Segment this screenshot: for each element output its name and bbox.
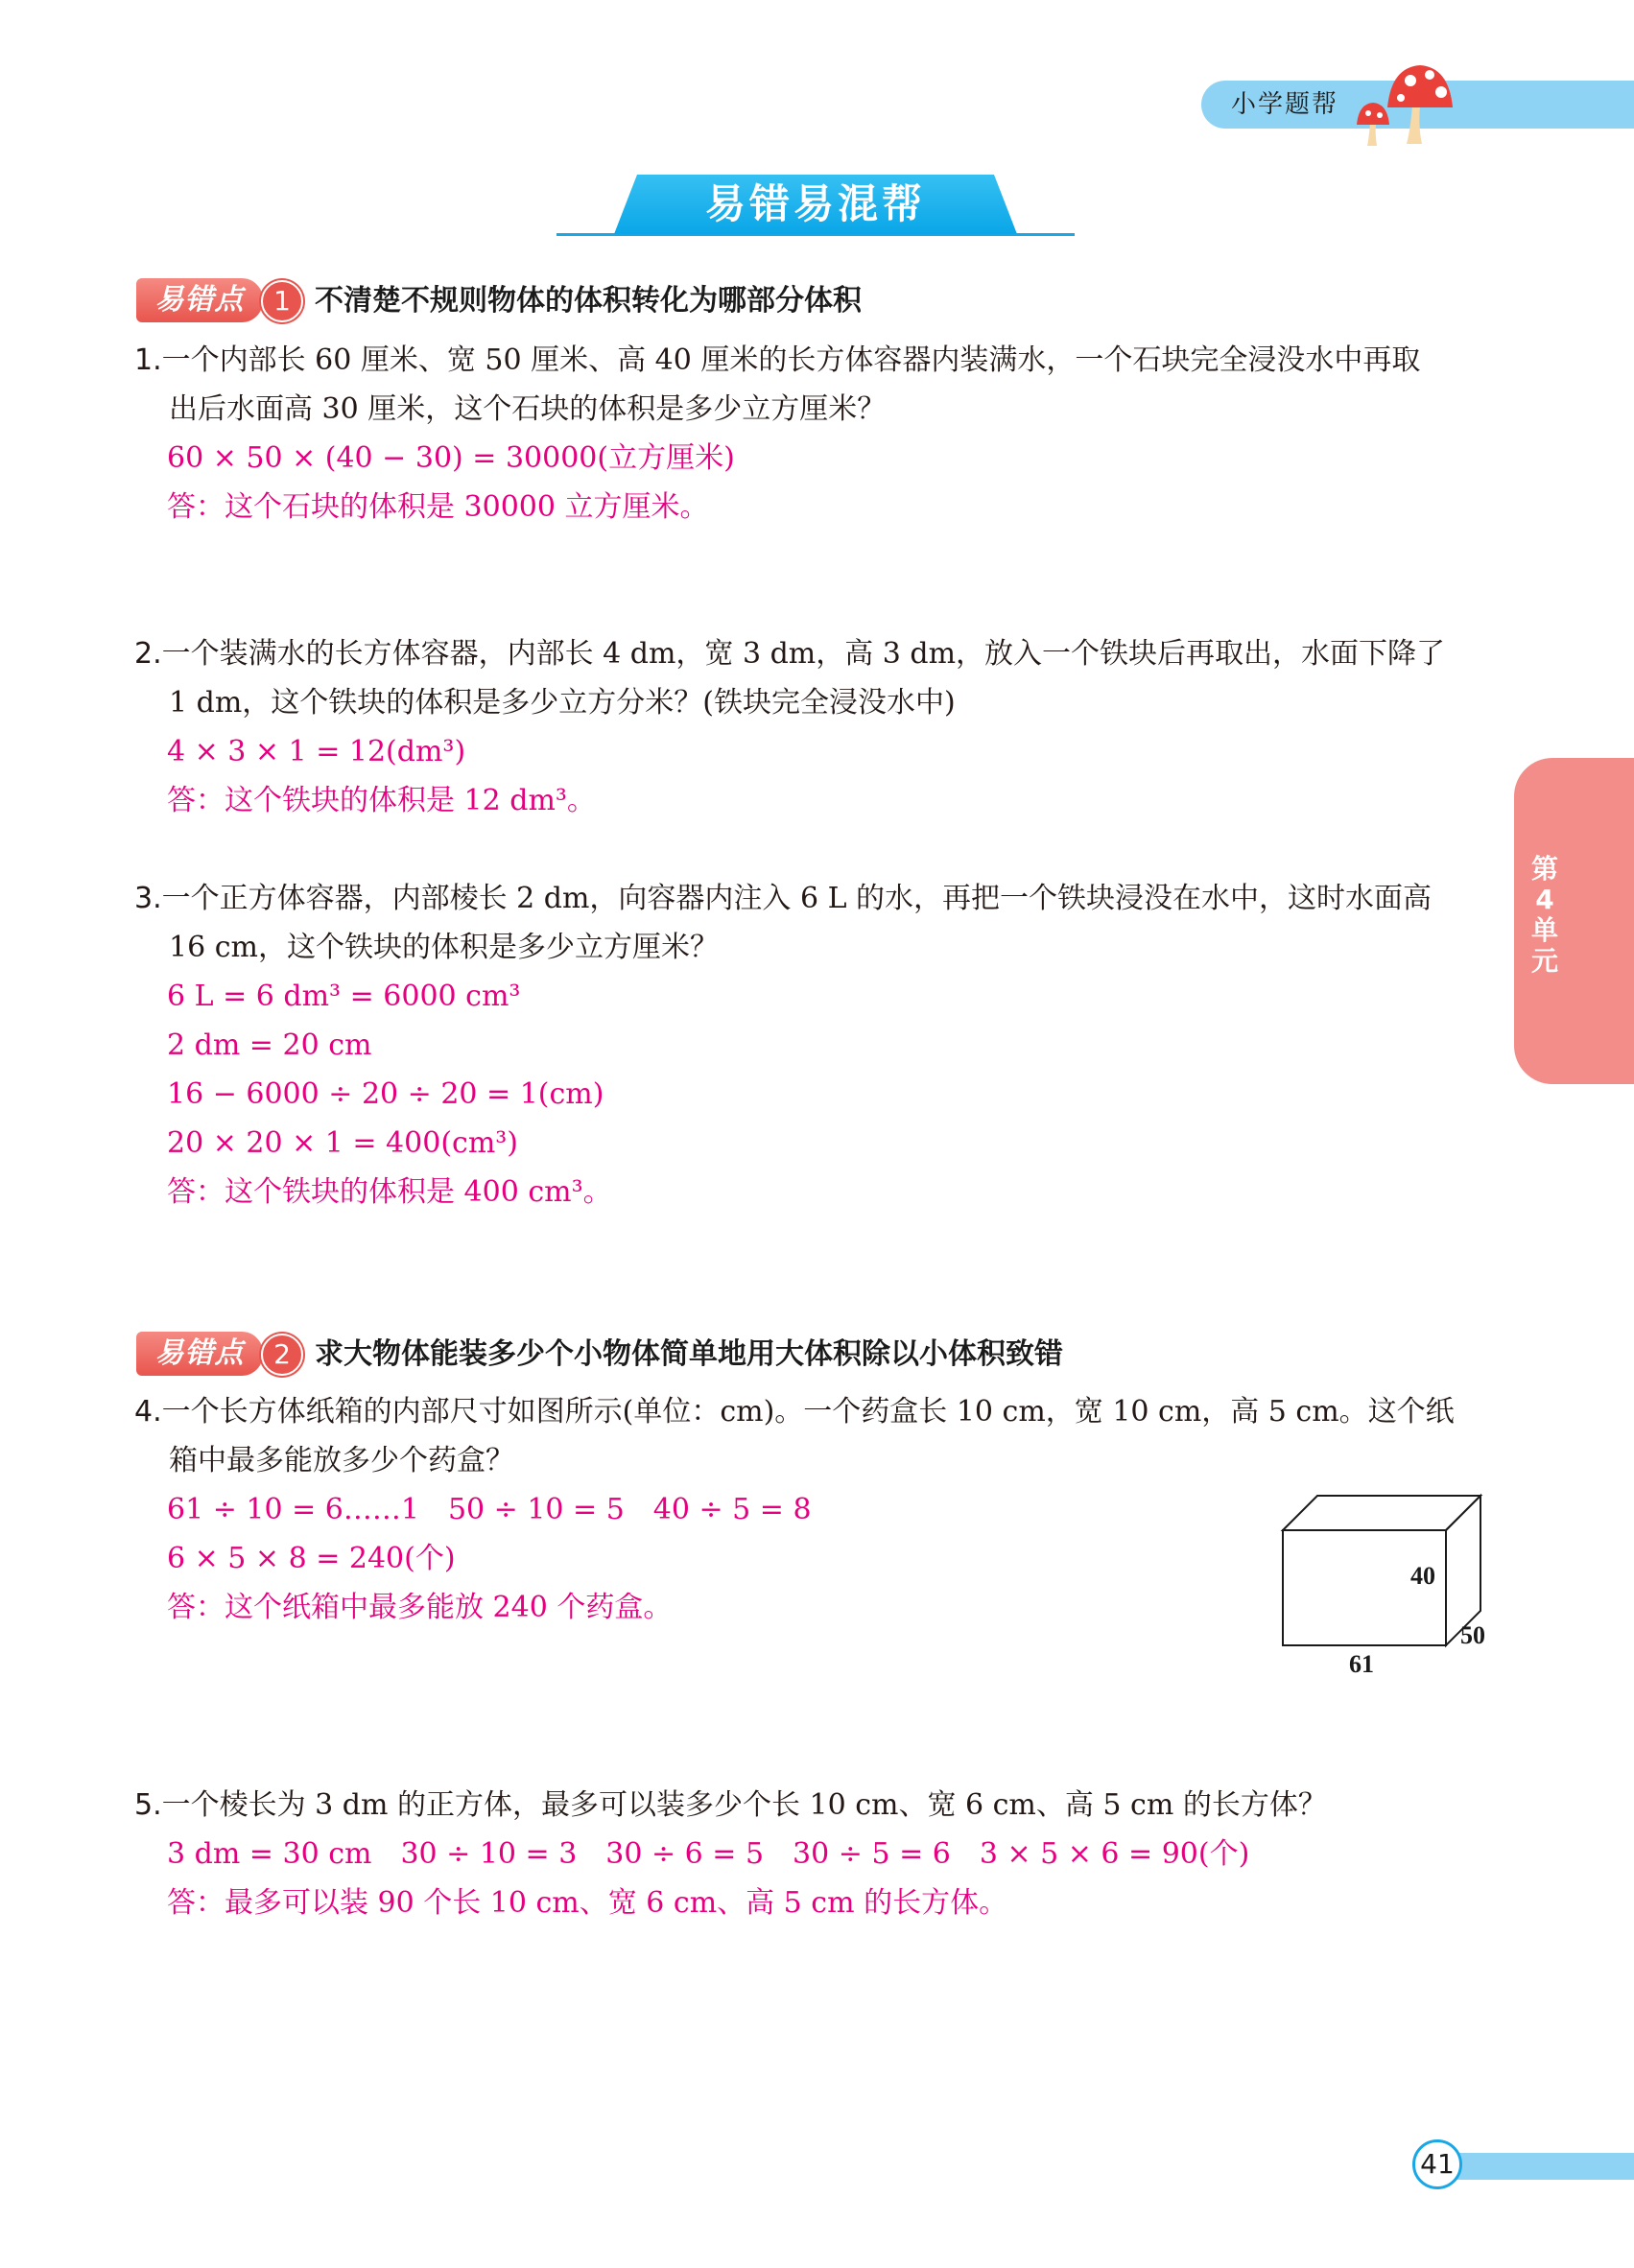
question-text: 一个内部长 60 厘米、宽 50 厘米、高 40 厘米的长方体容器内装满水，一个石块完全浸没水中再取 bbox=[161, 343, 1421, 377]
question-text: 一个棱长为 3 dm 的正方体，最多可以装多少个长 10 cm、宽 6 cm、高 5 cm 的长方体？ bbox=[161, 1788, 1327, 1822]
question-5 bbox=[134, 1781, 1497, 1830]
badge-label: 易错点 bbox=[136, 278, 263, 322]
question-number: 2. bbox=[134, 637, 162, 671]
figure-height-label: 40 bbox=[1410, 1562, 1435, 1590]
question-text-cont: 16 cm，这个铁块的体积是多少立方厘米？ bbox=[169, 931, 719, 964]
page-number: 41 bbox=[1420, 2148, 1455, 2180]
brand-text: 小学题帮 bbox=[1231, 90, 1339, 119]
figure-depth-label: 50 bbox=[1460, 1621, 1485, 1649]
answer-line: 答：最多可以装 90 个长 10 cm、宽 6 cm、高 5 cm 的长方体。 bbox=[167, 1886, 1008, 1920]
answer-line: 61 ÷ 10 = 6……1 50 ÷ 10 = 5 40 ÷ 5 = 8 bbox=[167, 1493, 812, 1526]
question-number: 4. bbox=[134, 1395, 162, 1429]
question-3 bbox=[134, 874, 1497, 972]
question-text: 一个长方体纸箱的内部尺寸如图所示(单位：cm)。一个药盒长 10 cm，宽 10 cm，高 5 cm。这个纸 bbox=[161, 1395, 1455, 1429]
badge-title: 求大物体能装多少个小物体简单地用大体积除以小体积致错 bbox=[315, 1337, 1063, 1371]
question-text-cont: 箱中最多能放多少个药盒？ bbox=[169, 1444, 514, 1477]
answer-line: 2 dm = 20 cm bbox=[167, 1028, 372, 1062]
question-2 bbox=[134, 629, 1497, 727]
question-number: 5. bbox=[134, 1788, 162, 1822]
answer-line: 4 × 3 × 1 = 12(dm³) bbox=[167, 735, 466, 768]
answer-line: 6 L = 6 dm³ = 6000 cm³ bbox=[167, 980, 521, 1013]
answer-line: 答：这个铁块的体积是 12 dm³。 bbox=[167, 784, 596, 817]
answer-line: 答：这个铁块的体积是 400 cm³。 bbox=[167, 1175, 612, 1209]
question-text: 一个装满水的长方体容器，内部长 4 dm，宽 3 dm，高 3 dm，放入一个铁块后再取出，水面下降了 bbox=[161, 637, 1446, 671]
badge-title: 不清楚不规则物体的体积转化为哪部分体积 bbox=[315, 284, 862, 318]
question-number: 3. bbox=[134, 882, 162, 915]
answer-line: 20 × 20 × 1 = 400(cm³) bbox=[167, 1126, 519, 1160]
badge-number: 2 bbox=[261, 1334, 303, 1376]
badge-number: 1 bbox=[261, 280, 303, 322]
unit-label: 第4单元 bbox=[1530, 853, 1558, 977]
answer-line: 60 × 50 × (40 − 30) = 30000(立方厘米) bbox=[167, 441, 735, 475]
badge-label: 易错点 bbox=[136, 1332, 263, 1376]
question-4 bbox=[134, 1387, 1497, 1485]
box-figure bbox=[1271, 1492, 1502, 1684]
question-text: 一个正方体容器，内部棱长 2 dm，向容器内注入 6 L 的水，再把一个铁块浸没在水中，这时水面高 bbox=[161, 882, 1433, 915]
question-text-cont: 出后水面高 30 厘米，这个石块的体积是多少立方厘米？ bbox=[169, 392, 887, 426]
question-text-cont: 1 dm，这个铁块的体积是多少立方分米？(铁块完全浸没水中) bbox=[169, 686, 956, 720]
answer-line: 3 dm = 30 cm 30 ÷ 10 = 3 30 ÷ 6 = 5 30 ÷ 5 = 6 3 × 5 × 6 = 90(个) bbox=[167, 1837, 1250, 1871]
mushroom-icon bbox=[1353, 58, 1468, 149]
figure-length-label: 61 bbox=[1349, 1650, 1374, 1678]
page-number-bar bbox=[1439, 2153, 1634, 2180]
answer-line: 6 × 5 × 8 = 240(个) bbox=[167, 1542, 456, 1575]
section-title: 易错易混帮 bbox=[704, 180, 926, 227]
answer-line: 16 − 6000 ÷ 20 ÷ 20 = 1(cm) bbox=[167, 1077, 604, 1111]
answer-line: 答：这个纸箱中最多能放 240 个药盒。 bbox=[167, 1591, 673, 1624]
question-1 bbox=[134, 336, 1497, 434]
question-number: 1. bbox=[134, 343, 162, 377]
answer-line: 答：这个石块的体积是 30000 立方厘米。 bbox=[167, 490, 709, 524]
